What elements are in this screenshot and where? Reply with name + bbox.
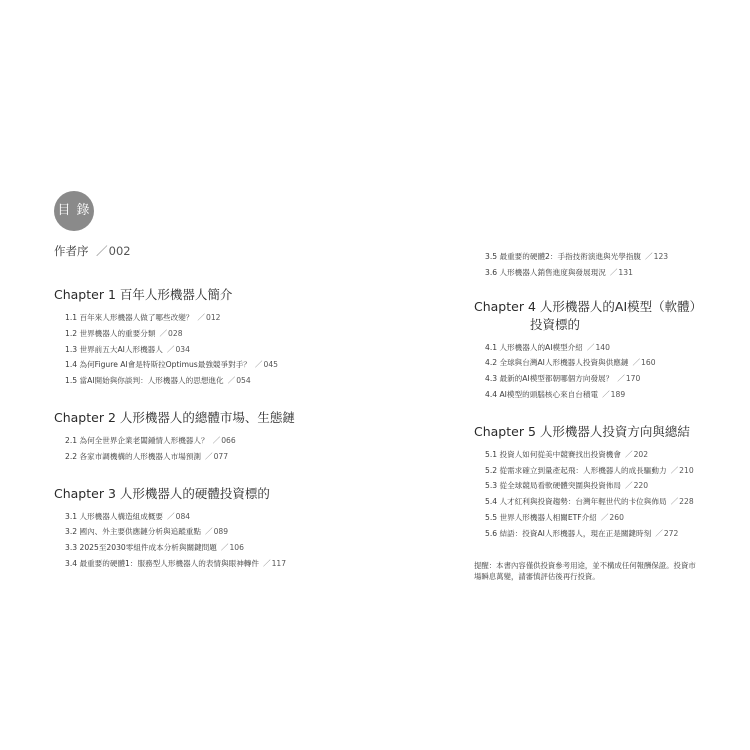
chapter-3-title[interactable]: [54, 485, 434, 503]
chapter-number: Chapter 3: [54, 485, 116, 501]
item-page: ／ 160: [632, 358, 655, 367]
disclaimer-note: 提醒：本書內容僅供投資參考用途，並不構成任何報酬保證。投資市場瞬息萬變，請審慎評估後再行投資。: [474, 560, 696, 582]
item-page: ／ 272: [655, 529, 678, 538]
chapter-1-title[interactable]: [54, 286, 434, 304]
toc-item-2-1[interactable]: [54, 433, 434, 449]
item-page: ／ 034: [167, 345, 190, 354]
preface-page: ／ 002: [96, 244, 130, 258]
item-page: ／ 210: [671, 466, 694, 475]
toc-item-3-6[interactable]: [474, 265, 714, 281]
toc-item-3-5[interactable]: [474, 249, 714, 265]
item-page: ／ 089: [205, 527, 228, 536]
toc-item-5-4[interactable]: [474, 494, 714, 510]
item-page: ／ 066: [213, 436, 236, 445]
item-text: 4.4 AI模型的頭腦核心來自台積電: [485, 389, 599, 399]
item-page: ／ 228: [671, 497, 694, 506]
toc-item-3-4[interactable]: [54, 556, 434, 572]
chapter-title-text: 百年人形機器人簡介: [119, 287, 233, 302]
toc-item-1-4[interactable]: [54, 357, 434, 373]
item-page: ／ 140: [587, 343, 610, 352]
item-text: 5.1 投資人如何從美中競賽找出投資機會: [485, 449, 621, 459]
chapter-5-title[interactable]: [474, 423, 714, 441]
chapter-title-text-continued: 投資標的: [530, 316, 581, 332]
item-text: 4.2 全球與台灣AI人形機器人投資與供應鏈: [485, 358, 629, 368]
chapter-title-text: 人形機器人的硬體投資標的: [119, 485, 270, 501]
toc-badge: 目 錄: [54, 191, 94, 231]
chapter-4: [474, 298, 714, 403]
toc-item-5-5[interactable]: [474, 510, 714, 526]
item-text: 5.3 從全球競局看軟硬體突圍與投資佈局: [485, 481, 621, 491]
item-page: ／ 117: [263, 559, 286, 568]
preface-entry[interactable]: [54, 243, 434, 259]
toc-item-5-6[interactable]: [474, 526, 714, 542]
toc-item-4-3[interactable]: [474, 371, 714, 387]
item-text: 5.6 結語：投資AI人形機器人，現在正是關鍵時刻: [485, 528, 652, 538]
chapter-title-text: 人形機器人投資方向與總結: [539, 423, 690, 439]
toc-item-1-2[interactable]: [54, 326, 434, 342]
toc-item-1-1[interactable]: [54, 310, 434, 326]
chapter-number: Chapter 5: [474, 423, 536, 439]
item-text: 3.2 國內、外主要供應鏈分析與追蹤重點: [65, 527, 201, 537]
toc-left-column: [54, 243, 434, 592]
chapter-2: [54, 409, 434, 465]
item-page: ／ 170: [617, 374, 640, 383]
item-page: ／ 189: [602, 390, 625, 399]
item-text: 4.3 最新的AI模型都朝哪個方向發展？: [485, 374, 614, 384]
item-page: ／ 131: [610, 268, 633, 277]
item-page: ／ 106: [221, 543, 244, 552]
chapter-2-title[interactable]: [54, 409, 434, 427]
chapter-number: Chapter 4: [474, 298, 536, 314]
toc-item-5-1[interactable]: [474, 447, 714, 463]
item-text: 5.4 人才紅利與投資趨勢：台灣年輕世代的卡位與佈局: [485, 497, 667, 507]
toc-item-5-2[interactable]: [474, 463, 714, 479]
item-text: 5.2 從需求確立到量產起飛：人形機器人的成長驅動力: [485, 465, 667, 475]
item-page: ／ 260: [601, 513, 624, 522]
item-page: ／ 012: [197, 313, 220, 322]
chapter-1: [54, 286, 434, 389]
chapter-number: Chapter 2: [54, 409, 116, 425]
toc-item-4-2[interactable]: [474, 355, 714, 371]
item-text: 1.1 百年來人形機器人做了哪些改變？: [65, 313, 194, 322]
item-page: ／ 084: [167, 512, 190, 521]
toc-item-1-5[interactable]: [54, 373, 434, 389]
toc-item-3-2[interactable]: [54, 524, 434, 540]
item-page: ／ 045: [255, 360, 278, 369]
preface-label: 作者序: [54, 244, 89, 258]
item-text: 1.4 為何Figure AI會是特斯拉Optimus最強競爭對手？: [65, 360, 251, 370]
item-text: 2.1 為何全世界企業老闆鍾情人形機器人？: [65, 435, 209, 445]
item-text: 4.1 人形機器人的AI模型介紹: [485, 342, 583, 352]
toc-item-5-3[interactable]: [474, 478, 714, 494]
chapter-4-title[interactable]: [474, 298, 714, 334]
item-page: ／ 028: [159, 329, 182, 338]
item-text: 3.4 最重要的硬體1：服務型人形機器人的表情與眼神轉件: [65, 558, 259, 568]
item-text: 3.6 人形機器人銷售進度與發展現況: [485, 267, 606, 277]
item-text: 2.2 各家市調機構的人形機器人市場預測: [65, 451, 201, 461]
item-page: ／ 077: [205, 452, 228, 461]
item-text: 5.5 世界人形機器人相關ETF介紹: [485, 512, 597, 522]
chapter-title-text: 人形機器人的AI模型（軟體）: [539, 298, 703, 314]
item-text: 1.2 世界機器人的重要分類: [65, 328, 156, 338]
chapter-5: [474, 423, 714, 542]
item-text: 1.3 世界前五大AI人形機器人: [65, 344, 163, 354]
chapter-3: [54, 485, 434, 572]
toc-right-column: [474, 243, 714, 583]
toc-item-4-1[interactable]: [474, 340, 714, 356]
toc-item-4-4[interactable]: [474, 387, 714, 403]
toc-item-1-3[interactable]: [54, 342, 434, 358]
chapter-number: Chapter 1: [54, 287, 116, 302]
item-text: 1.5 當AI開始與你談判：人形機器人的思想進化: [65, 376, 224, 386]
item-page: ／ 123: [645, 252, 668, 261]
item-text: 3.1 人形機器人構造組成概要: [65, 511, 164, 521]
item-text: 3.3 2025至2030零組件成本分析與關鍵問題: [65, 543, 217, 553]
toc-item-2-2[interactable]: [54, 449, 434, 465]
item-page: ／ 054: [228, 376, 251, 385]
item-text: 3.5 最重要的硬體2：手指技術演進與光學指腹: [485, 252, 642, 261]
toc-item-3-1[interactable]: [54, 509, 434, 525]
item-page: ／ 202: [625, 450, 648, 459]
toc-item-3-3[interactable]: [54, 540, 434, 556]
item-page: ／ 220: [625, 481, 648, 490]
chapter-title-text: 人形機器人的總體市場、生態鏈: [119, 409, 295, 425]
